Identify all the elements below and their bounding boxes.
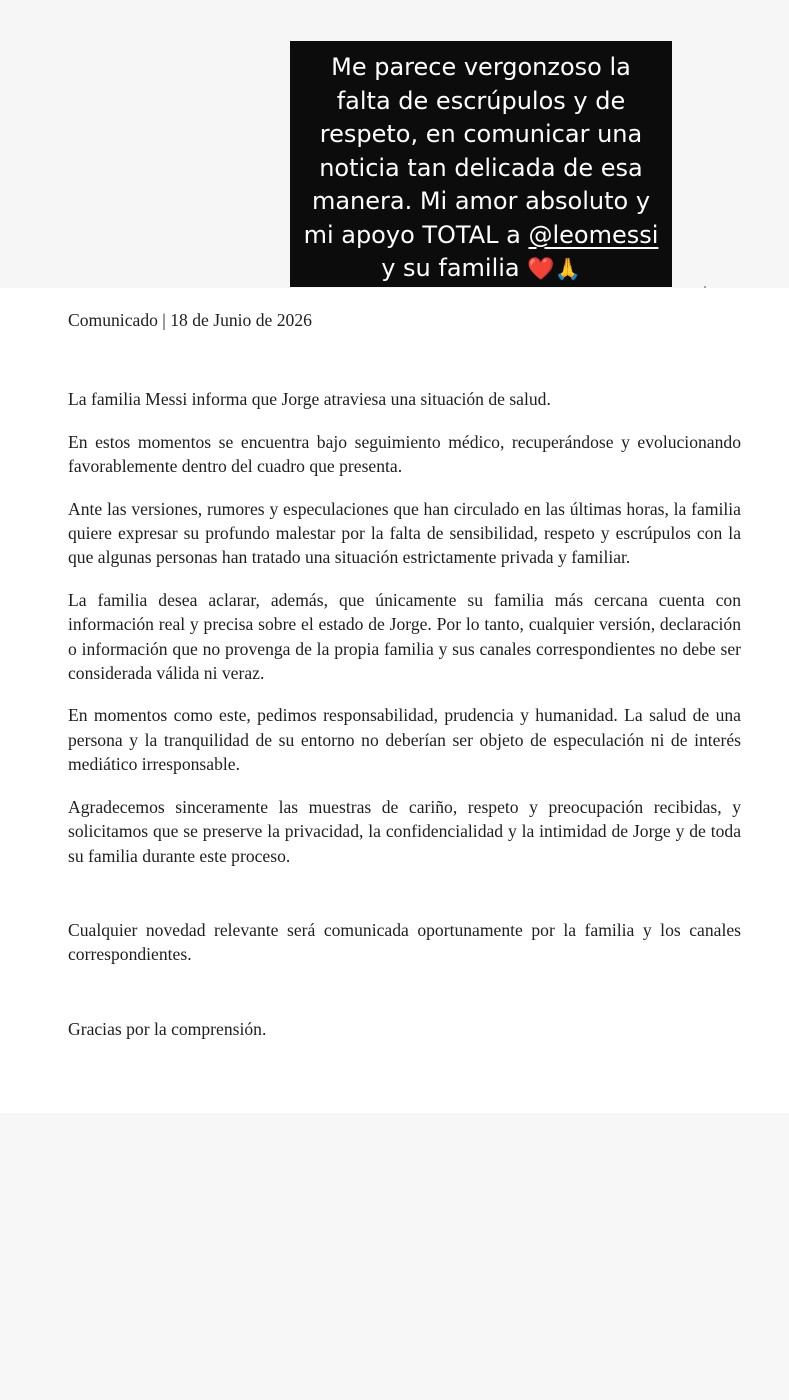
statement-paragraph: La familia desea aclarar, además, que únicamente su familia más cercana cuenta con información real y precisa sobre el estado de Jorge. Por lo tanto, cualquier versión, declaración o información que no provenga de la propia familia y sus canales correspondientes no debe ser considerada válida ni veraz. <box>68 589 741 684</box>
statement-document <box>0 288 789 1113</box>
overlay-line-text: y su familia <box>381 254 528 282</box>
overlay-line: manera. Mi amor absoluto y <box>311 187 651 215</box>
overlay-line-prefix: mi apoyo TOTAL a <box>303 220 529 249</box>
overlay-line: falta de escrúpulos y de <box>336 86 626 115</box>
praying-hands-icon: 🙏 <box>554 257 581 281</box>
mention-link[interactable]: @leomessi <box>528 220 659 249</box>
statement-paragraph: En estos momentos se encuentra bajo seguimiento médico, recuperándose y evolucionando favorablemente dentro del cuadro que presenta. <box>68 431 741 477</box>
overlay-line <box>298 252 664 287</box>
statement-paragraph: Cualquier novedad relevante será comunicada oportunamente por la familia y los canales correspondientes. <box>68 919 741 965</box>
heart-icon: ❤️ <box>527 257 555 282</box>
statement-paragraph: Ante las versiones, rumores y especulaciones que han circulado en las últimas horas, la familia quiere expresar su profundo malestar por la falta de sensibilidad, respeto y escrúpulos con la que algunas personas han tratado una situación estrictamente privada y familiar. <box>68 498 741 568</box>
overlay-line: respeto, en comunicar una <box>319 120 643 148</box>
overlay-line: Me parece vergonzoso la <box>331 53 631 81</box>
story-text-overlay <box>290 41 672 287</box>
overlay-line: noticia tan delicada de esa <box>319 153 643 182</box>
statement-paragraph: La familia Messi informa que Jorge atraviesa una situación de salud. <box>68 389 551 410</box>
statement-closing: Gracias por la comprensión. <box>68 1018 267 1039</box>
overlay-line <box>298 219 664 253</box>
statement-header: Comunicado | 18 de Junio de 2026 <box>68 310 312 330</box>
statement-paragraph: En momentos como este, pedimos responsabilidad, prudencia y humanidad. La salud de una persona y la tranquilidad de su entorno no deberían ser objeto de especulación ni de interés mediático irresponsable. <box>68 705 741 775</box>
statement-paragraph: Agradecemos sinceramente las muestras de cariño, respeto y preocupación recibidas, y solicitamos que se preserve la privacidad, la confidencialidad y la intimidad de Jorge y de toda su familia durante este proceso. <box>68 796 741 866</box>
